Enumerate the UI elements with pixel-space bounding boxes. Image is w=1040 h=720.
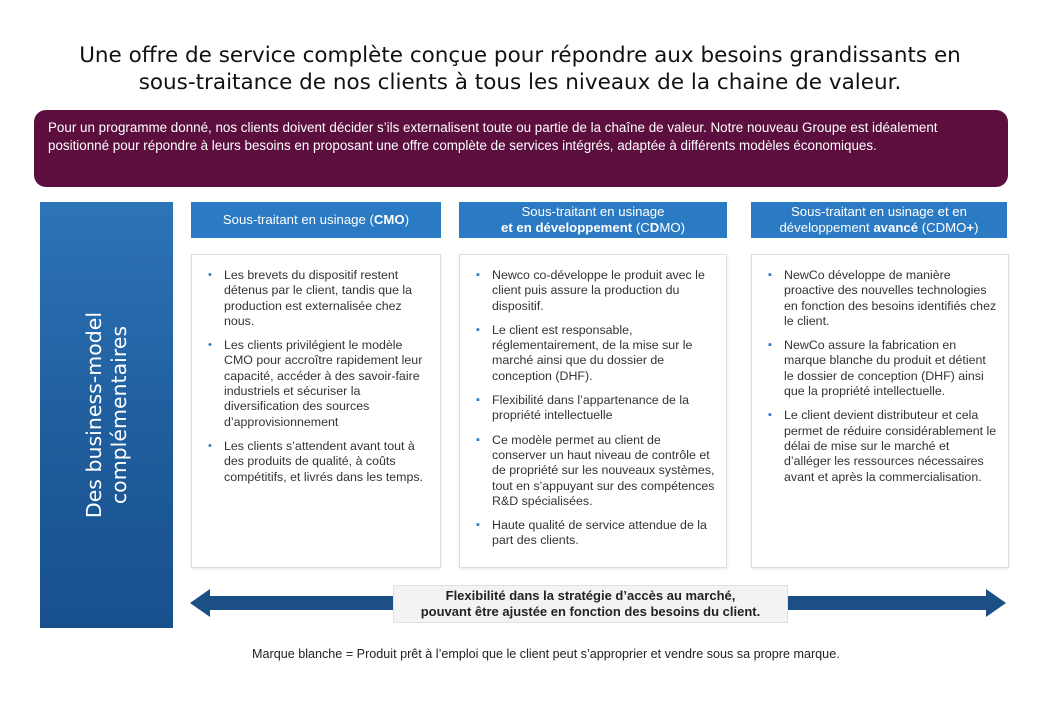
column-header-cdmo [459, 202, 727, 238]
side-label-line-1: Des business-model [81, 311, 106, 519]
column-header-cdmo-plus [751, 202, 1007, 238]
page-title [20, 42, 1020, 96]
list-item-text: Les brevets du dispositif restent détenus par le client, tandis que la production est externalisée chez nous. [224, 268, 413, 328]
intro-banner [34, 110, 1008, 187]
panel-cdmo-plus [751, 254, 1009, 568]
panel-cmo [191, 254, 441, 568]
cdmo-plus-head-line-1: Sous-traitant en usinage et en [791, 204, 967, 219]
intro-banner-text: Pour un programme donné, nos clients doivent décider s’ils externalisent toute ou partie de la chaîne de valeur. Notre nouveau Groupe est idéalement positionné pour répondre à leurs besoins en proposant une offre complète de services intégrés, adaptée à différents modèles économiques. [48, 120, 938, 153]
list-item-text: NewCo assure la fabrication en marque blanche du produit et détient le dossier de conception (DHF) ainsi que la propriété intellectuelle. [784, 338, 986, 399]
list-item [768, 338, 998, 399]
bullet-list [476, 268, 716, 549]
bullet-icon: • [208, 339, 212, 352]
bullet-list [768, 268, 998, 485]
cmo-head-post: ) [404, 212, 410, 227]
list-item [208, 338, 430, 430]
cdmo-plus-head-abbr-post: ) [974, 220, 979, 235]
list-item [476, 518, 716, 549]
cdmo-head-bold: et en développement [501, 220, 633, 235]
bullet-list [208, 268, 430, 485]
list-item-text: Ce modèle permet au client de conserver un haut niveau de contrôle et de propriété sur les nouveaux systèmes, tout en s’appuyant sur des compétences R&D spécialisées. [492, 432, 715, 508]
cdmo-head-abbr-pre: (C [632, 220, 650, 235]
list-item-text: Newco co-développe le produit avec le client puis assure la production du dispositif. [492, 268, 705, 313]
cmo-head-abbr: CMO [373, 212, 405, 227]
cdmo-plus-head-bold: avancé [873, 220, 919, 235]
page-title-line-2: sous-traitance de nos clients à tous les niveaux de la chaine de valeur. [138, 70, 902, 95]
list-item-text: Les clients privilégient le modèle CMO pour accroître rapidement leur capacité, accéder à des savoir-faire industriels et sécuriser la diversification des sources d’approvisionnement [224, 338, 423, 429]
bullet-icon: ▪ [476, 519, 480, 532]
page-title-line-1: Une offre de service complète conçue pour répondre aux besoins grandissants en [79, 43, 961, 68]
cdmo-plus-head-abbr-pre: (CDMO [918, 220, 967, 235]
bullet-icon: ▪ [476, 323, 480, 336]
list-item-text: Flexibilité dans l’appartenance de la propriété intellectuelle [492, 393, 689, 423]
bullet-icon: ▪ [476, 394, 480, 407]
cdmo-head-abbr-bold: D [649, 220, 660, 235]
cdmo-head-abbr-post: MO) [659, 220, 685, 235]
list-item-text: Le client devient distributeur et cela permet de réduire considérablement le délai de mise sur le marché et d’alléger les ressources nécessaires avant et après la commercialisation. [784, 408, 997, 484]
footnote: Marque blanche = Produit prêt à l’emploi que le client peut s’approprier et vendre sous sa propre marque. [252, 647, 840, 661]
cdmo-plus-head-line-2: développement [779, 220, 874, 235]
list-item [476, 433, 716, 509]
list-item [476, 393, 716, 424]
list-item [208, 268, 430, 329]
list-item [768, 408, 998, 484]
bullet-icon: • [208, 269, 212, 281]
business-model-side-label [40, 202, 173, 628]
panel-cdmo [459, 254, 727, 568]
cdmo-head-line-1: Sous-traitant en usinage [521, 204, 665, 219]
list-item-text: Les clients s’attendent avant tout à des produits de qualité, à coûts compétitifs, et livrés dans les temps. [224, 438, 424, 484]
flexibility-line-1: Flexibilité dans la stratégie d’accès au marché, [445, 588, 736, 603]
cdmo-plus-head-abbr-bold: + [966, 220, 975, 235]
list-item [208, 439, 430, 485]
list-item [476, 323, 716, 384]
list-item-text: Haute qualité de service attendue de la part des clients. [492, 518, 707, 548]
bullet-icon: ▪ [476, 269, 480, 281]
column-header-cmo [191, 202, 441, 238]
list-item [476, 268, 716, 314]
side-label-text [82, 215, 132, 615]
bullet-icon: ▪ [476, 433, 480, 446]
list-item [768, 268, 998, 329]
flexibility-callout [393, 585, 788, 623]
side-label-line-2: complémentaires [106, 325, 131, 505]
list-item-text: NewCo développe de manière proactive des nouvelles technologies en fonction des besoins identifiés chez le client. [784, 268, 997, 328]
flexibility-line-2: pouvant être ajustée en fonction des besoins du client. [420, 604, 761, 619]
bullet-icon: ▪ [768, 269, 772, 281]
bullet-icon: ▪ [768, 409, 772, 422]
list-item-text: Le client est responsable, réglementairement, de la mise sur le marché ainsi que du dossier de conception (DHF). [492, 322, 693, 383]
bullet-icon: ▪ [768, 339, 772, 352]
cmo-head-pre: Sous-traitant en usinage ( [222, 212, 374, 227]
bullet-icon: • [208, 439, 212, 452]
